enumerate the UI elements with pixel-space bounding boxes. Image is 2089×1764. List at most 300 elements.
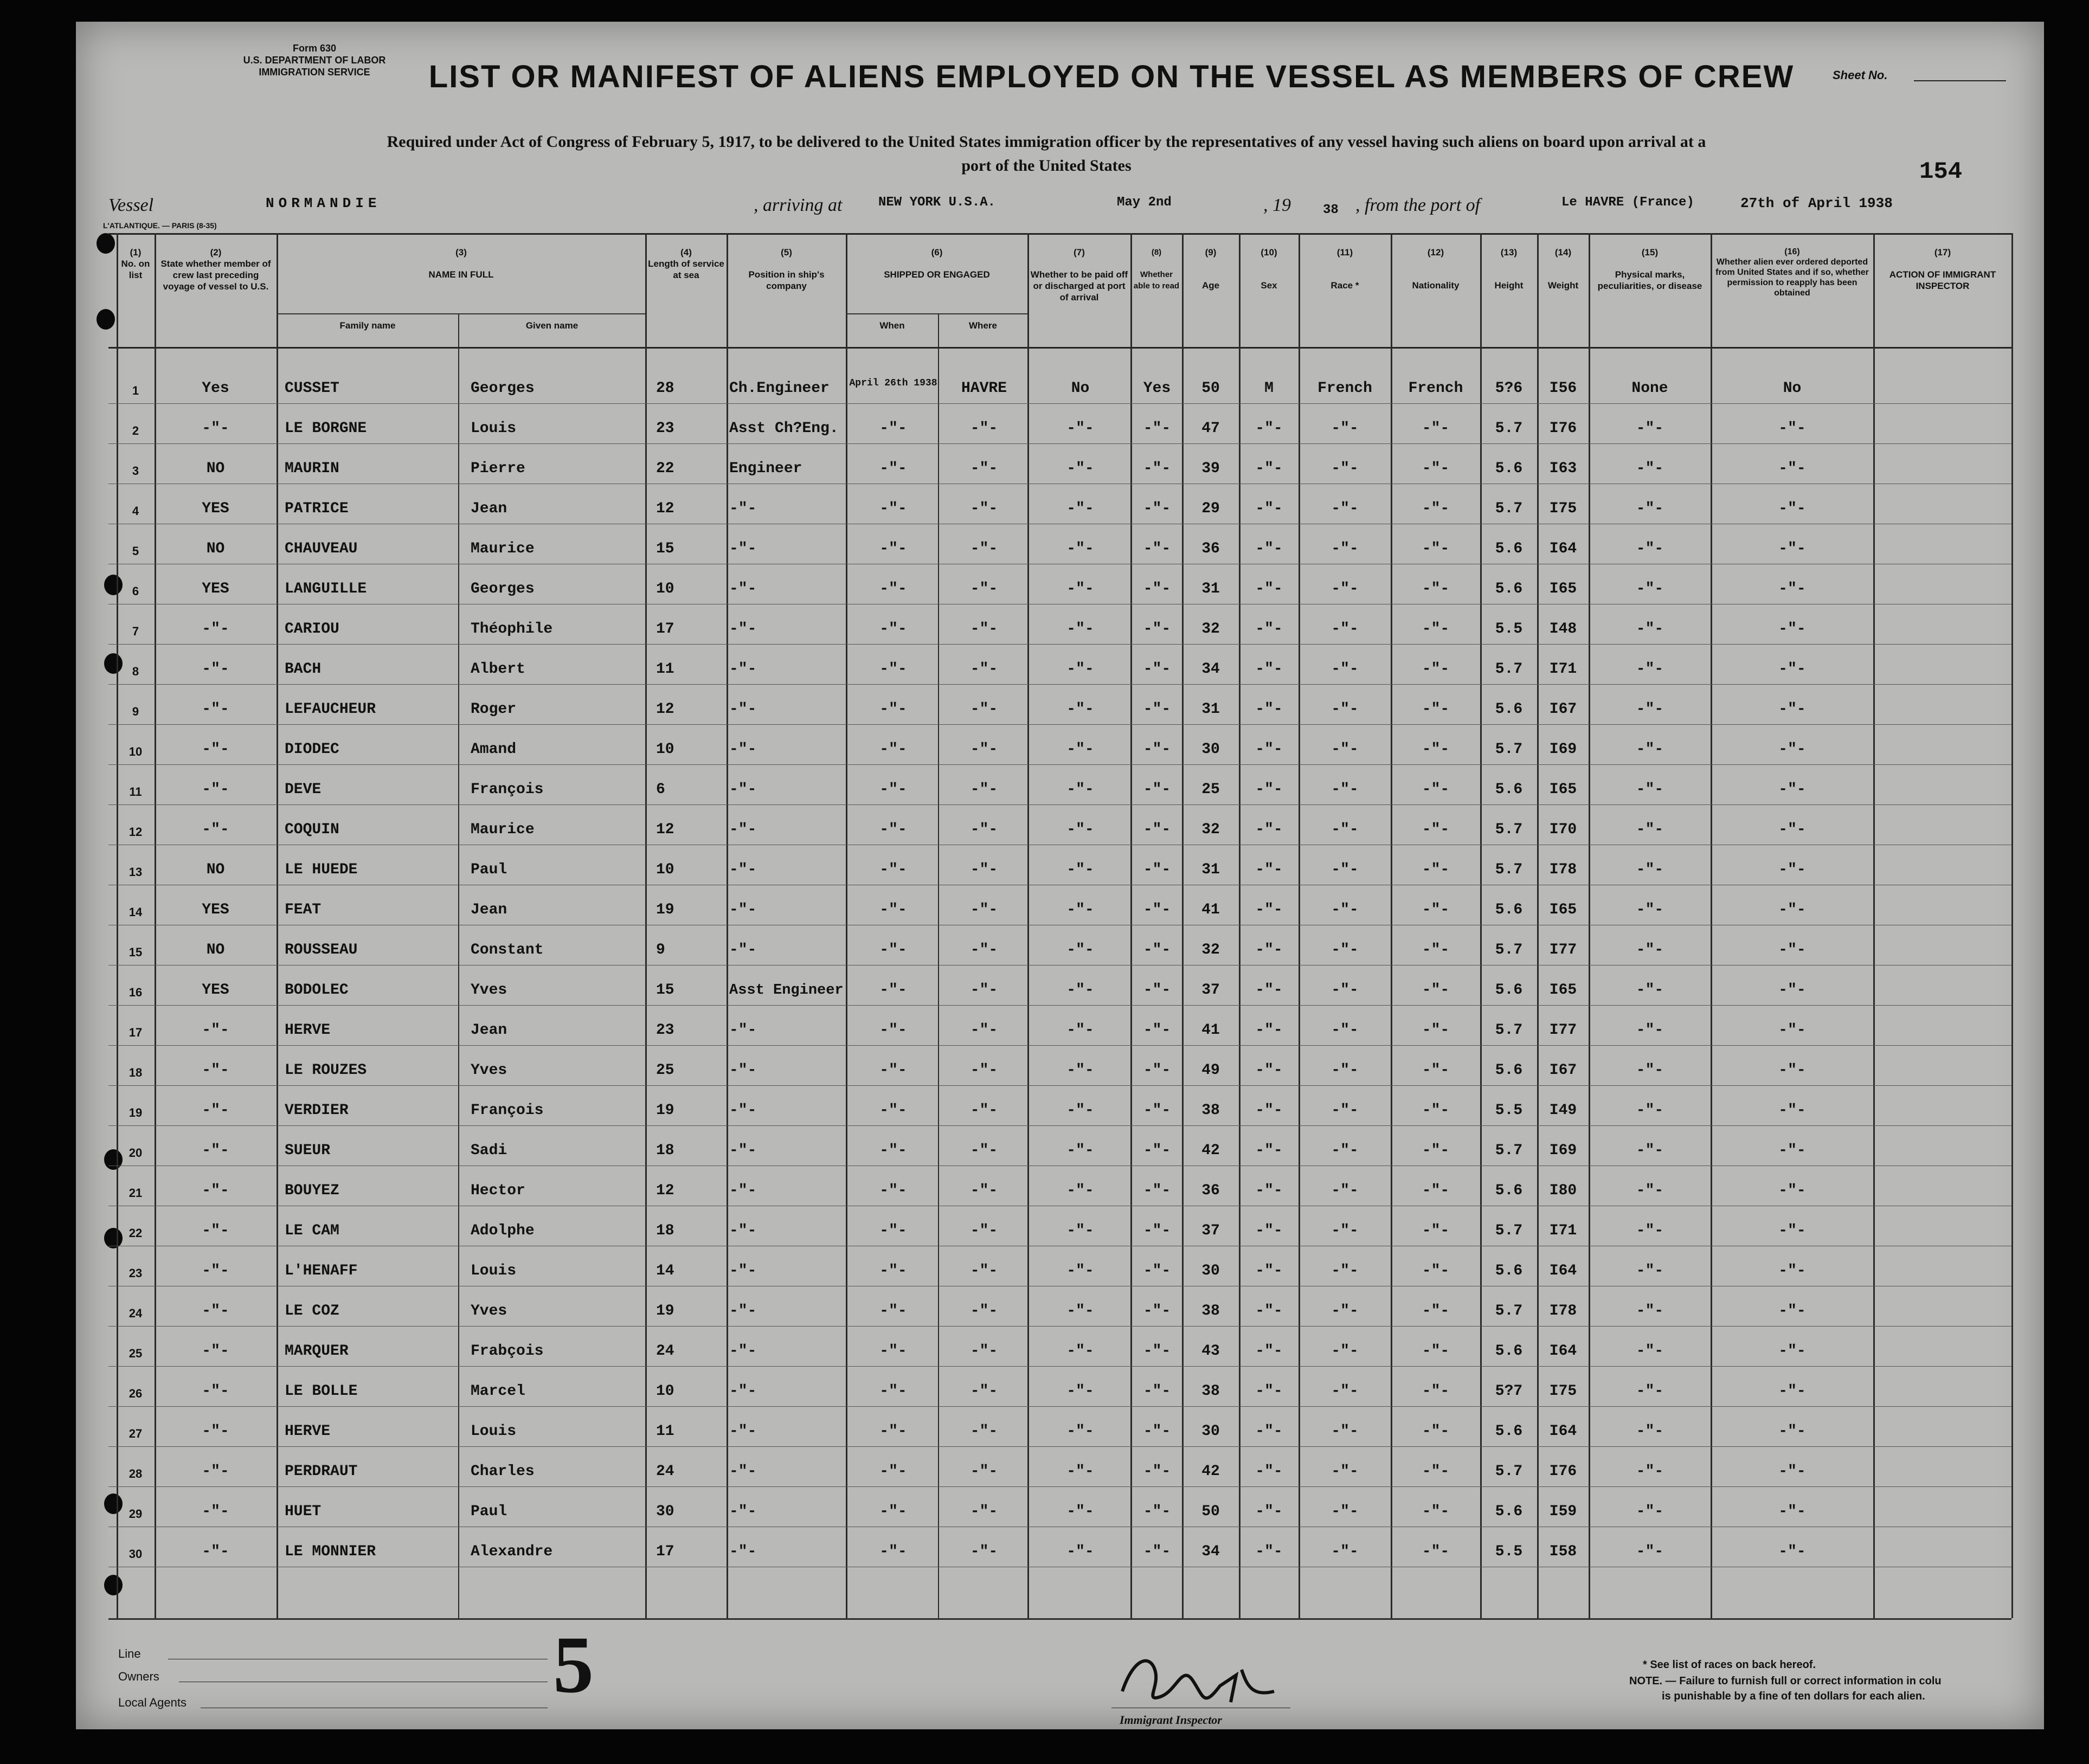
cell-race: -"- [1331,821,1359,838]
cell-sex: -"- [1255,1343,1283,1360]
col-sep [1589,233,1590,1618]
cell-deported: -"- [1778,661,1806,678]
cell-nationality: -"- [1422,621,1450,638]
cell-family-name: LE BOLLE [285,1383,358,1400]
cell-row-number: 12 [128,825,143,839]
cell-sex: -"- [1255,1303,1283,1319]
vessel-label: Vessel [108,195,154,215]
cell-weight: I70 [1549,821,1577,838]
cell-nationality: -"- [1422,1383,1450,1400]
cell-sex: M [1264,380,1274,397]
cell-deported: -"- [1778,1222,1806,1239]
cell-service: 10 [656,861,674,878]
cell-age: 50 [1201,380,1220,397]
row-rule [108,403,2011,404]
col-title: Nationality [1412,280,1460,291]
cell-when: -"- [879,661,907,678]
cell-row-number: 8 [132,665,139,678]
cell-sex: -"- [1255,540,1283,557]
cell-where: -"- [970,1222,998,1239]
cell-family-name: FEAT [285,902,322,918]
row-rule [108,1486,2011,1487]
cell-height: 5.6 [1495,581,1523,597]
row-rule [108,724,2011,725]
sheet-number-label: Sheet No. [1833,68,1888,82]
col-number: (5) [781,247,792,257]
cell-race: -"- [1331,701,1359,718]
cell-weight: I63 [1549,460,1577,477]
cell-read: -"- [1143,1343,1171,1360]
col-sep [1182,233,1184,1618]
cell-deported: -"- [1778,821,1806,838]
cell-marks: -"- [1636,1423,1664,1440]
cell-given-name: Sadi [471,1142,507,1159]
cell-race: -"- [1331,1062,1359,1079]
cell-position: -"- [729,741,757,758]
cell-paid-off: -"- [1066,942,1094,958]
cell-when: -"- [879,1463,907,1480]
cell-paid-off: No [1071,380,1090,397]
cell-where: -"- [970,1423,998,1440]
cell-nationality: -"- [1422,701,1450,718]
cell-sex: -"- [1255,460,1283,477]
col-sep [277,233,278,1618]
cell-service: 14 [656,1263,674,1279]
cell-row-number: 25 [128,1347,143,1360]
col-title: State whether member of crew last preceding voyage of vessel to U.S. [160,259,271,292]
cell-deported: -"- [1778,861,1806,878]
cell-position: -"- [729,1062,757,1079]
cell-deported: -"- [1778,1343,1806,1360]
col-number: (12) [1427,247,1444,257]
cell-read: -"- [1143,1463,1171,1480]
col-title: SHIPPED OR ENGAGED [884,269,990,280]
cell-sex: -"- [1255,1263,1283,1279]
cell-family-name: PATRICE [285,500,349,517]
cell-given-name: Roger [471,701,517,718]
col-header-shipped [847,247,1026,280]
cell-marks: -"- [1636,982,1664,999]
cell-weight: I48 [1549,621,1577,638]
cell-row-number: 14 [128,905,143,919]
cell-read: -"- [1143,1102,1171,1119]
cell-family-name: LEFAUCHEUR [285,701,376,718]
cell-position: -"- [729,861,757,878]
cell-marks: -"- [1636,1303,1664,1319]
cell-race: -"- [1331,581,1359,597]
cell-row-number: 13 [128,865,143,879]
cell-deported: -"- [1778,1303,1806,1319]
cell-paid-off: -"- [1066,1463,1094,1480]
cell-prev-voyage: -"- [202,1263,229,1279]
col-number: (16) [1784,247,1800,256]
col-number: (15) [1641,247,1659,257]
cell-nationality: -"- [1422,902,1450,918]
col-header-where: Where [969,320,997,331]
cell-deported: -"- [1778,701,1806,718]
col-header-action [1875,247,2010,292]
cell-sex: -"- [1255,1503,1283,1520]
cell-family-name: CUSSET [285,380,339,397]
cell-where: -"- [970,581,998,597]
cell-sex: -"- [1255,821,1283,838]
cell-row-number: 2 [132,424,139,437]
vessel-line [87,190,1984,222]
cell-position: -"- [729,581,757,597]
cell-service: 19 [656,1102,674,1119]
cell-age: 47 [1201,420,1220,437]
cell-race: -"- [1331,420,1359,437]
cell-read: -"- [1143,540,1171,557]
cell-row-number: 28 [128,1467,143,1480]
cell-weight: I71 [1549,1222,1577,1239]
cell-sex: -"- [1255,661,1283,678]
cell-row-number: 30 [128,1547,143,1561]
col-sep [1537,233,1539,1618]
cell-position: -"- [729,1263,757,1279]
col-sep [155,233,156,1618]
cell-height: 5.5 [1495,1543,1523,1560]
cell-family-name: LE COZ [285,1303,339,1319]
col-number: (2) [210,247,222,257]
col-number: (13) [1500,247,1518,257]
cell-service: 11 [656,1423,674,1440]
cell-race: -"- [1331,741,1359,758]
cell-given-name: Adolphe [471,1222,535,1239]
cell-position: -"- [729,500,757,517]
cell-nationality: -"- [1422,781,1450,798]
cell-height: 5.5 [1495,621,1523,638]
printer-mark: L'ATLANTIQUE. — PARIS (8-35) [103,221,217,230]
cell-family-name: CHAUVEAU [285,540,358,557]
cell-weight: I65 [1549,982,1577,999]
service-name: IMMIGRATION SERVICE [259,67,370,78]
col-header-height [1482,247,1536,291]
cell-height: 5.6 [1495,1423,1523,1440]
row-rule [108,644,2011,645]
cell-when: -"- [879,420,907,437]
cell-family-name: MAURIN [285,460,339,477]
cell-prev-voyage: -"- [202,1383,229,1400]
cell-read: -"- [1143,701,1171,718]
arriving-label: , arriving at [754,195,843,215]
cell-race: -"- [1331,1142,1359,1159]
cell-given-name: Yves [471,1062,507,1079]
cell-sex: -"- [1255,982,1283,999]
form-subtitle [152,130,1941,178]
cell-read: -"- [1143,1062,1171,1079]
cell-family-name: L'HENAFF [285,1263,358,1279]
cell-given-name: Marcel [471,1383,525,1400]
cell-age: 32 [1201,821,1220,838]
arriving-port: NEW YORK U.S.A. [878,195,996,210]
cell-position: Ch.Engineer [729,380,830,397]
col-number: (3) [455,247,467,257]
cell-read: -"- [1143,420,1171,437]
cell-service: 11 [656,661,674,678]
cell-age: 31 [1201,861,1220,878]
cell-race: -"- [1331,1463,1359,1480]
cell-weight: I64 [1549,1423,1577,1440]
cell-read: -"- [1143,1383,1171,1400]
cell-sex: -"- [1255,741,1283,758]
cell-when: -"- [879,1062,907,1079]
cell-row-number: 11 [129,785,142,799]
cell-age: 49 [1201,1062,1220,1079]
cell-given-name: Jean [471,1022,507,1039]
cell-deported: -"- [1778,1423,1806,1440]
cell-when: -"- [879,581,907,597]
cell-when: -"- [879,621,907,638]
cell-row-number: 9 [132,705,139,718]
cell-where: -"- [970,1182,998,1199]
cell-prev-voyage: -"- [202,621,229,638]
cell-family-name: LANGUILLE [285,581,367,597]
cell-nationality: -"- [1422,1102,1450,1119]
cell-marks: None [1631,380,1668,397]
cell-height: 5.6 [1495,1263,1523,1279]
col-number: (10) [1261,247,1277,257]
cell-weight: I65 [1549,581,1577,597]
cell-row-number: 4 [132,504,139,518]
cell-weight: I67 [1549,701,1577,718]
cell-prev-voyage: -"- [202,1222,229,1239]
cell-prev-voyage: Yes [202,380,229,397]
cell-age: 50 [1201,1503,1220,1520]
cell-read: -"- [1143,581,1171,597]
cell-marks: -"- [1636,1022,1664,1039]
cell-where: -"- [970,741,998,758]
cell-where: -"- [970,661,998,678]
cell-service: 9 [656,942,665,958]
cell-read: -"- [1143,1182,1171,1199]
cell-where: -"- [970,701,998,718]
cell-nationality: -"- [1422,942,1450,958]
cell-age: 30 [1201,741,1220,758]
cell-when: -"- [879,540,907,557]
col-number: (4) [680,247,692,257]
cell-deported: -"- [1778,1142,1806,1159]
cell-weight: I75 [1549,1383,1577,1400]
cell-height: 5.7 [1495,420,1523,437]
cell-paid-off: -"- [1066,902,1094,918]
cell-row-number: 10 [128,745,143,758]
cell-paid-off: -"- [1066,1423,1094,1440]
cell-position: -"- [729,1022,757,1039]
col-title: Age [1201,280,1220,291]
cell-service: 19 [656,902,674,918]
cell-given-name: Jean [471,500,507,517]
cell-deported: -"- [1778,1102,1806,1119]
cell-service: 22 [656,460,674,477]
cell-deported: -"- [1778,540,1806,557]
cell-height: 5.6 [1495,460,1523,477]
col-sep [938,314,939,1618]
cell-read: -"- [1143,1142,1171,1159]
cell-paid-off: -"- [1066,701,1094,718]
cell-deported: -"- [1778,621,1806,638]
cell-race: -"- [1331,781,1359,798]
col-header-when: When [879,320,905,331]
cell-race: -"- [1331,1543,1359,1560]
col-sep [1239,233,1240,1618]
cell-row-number: 20 [128,1146,143,1160]
col-sep [458,314,459,1618]
cell-paid-off: -"- [1066,821,1094,838]
col-sep [1391,233,1392,1618]
cell-service: 12 [656,1182,674,1199]
cell-age: 38 [1201,1102,1220,1119]
cell-given-name: Louis [471,420,517,437]
cell-where: -"- [970,460,998,477]
cell-read: -"- [1143,982,1171,999]
col-header-weight [1539,247,1587,291]
cell-service: 23 [656,1022,674,1039]
row-rule [108,1446,2011,1447]
cell-given-name: Paul [471,861,507,878]
cell-row-number: 16 [128,986,143,999]
cell-prev-voyage: NO [206,460,225,477]
cell-read: Yes [1143,380,1171,397]
cell-service: 17 [656,1543,674,1560]
col-number: (14) [1554,247,1572,257]
cell-given-name: Maurice [471,821,535,838]
cell-position: -"- [729,902,757,918]
cell-race: -"- [1331,1503,1359,1520]
cell-sex: -"- [1255,1222,1283,1239]
cell-deported: -"- [1778,460,1806,477]
cell-position: -"- [729,1543,757,1560]
cell-age: 34 [1201,1543,1220,1560]
col-title: Race * [1330,280,1359,291]
col-sep [1711,233,1712,1618]
cell-height: 5.6 [1495,701,1523,718]
cell-deported: -"- [1778,982,1806,999]
cell-row-number: 3 [132,464,139,478]
cell-height: 5.7 [1495,1022,1523,1039]
cell-nationality: -"- [1422,581,1450,597]
cell-position: Asst Ch?Eng. [729,420,839,437]
cell-service: 15 [656,982,674,999]
cell-nationality: -"- [1422,420,1450,437]
col-header-nationality [1392,247,1479,291]
cell-family-name: MARQUER [285,1343,349,1360]
col-title: Physical marks, peculiarities, or disease [1597,269,1702,291]
cell-position: -"- [729,1463,757,1480]
from-port: Le HAVRE (France) [1561,195,1694,210]
cell-weight: I75 [1549,500,1577,517]
inspector-signature [1111,1637,1285,1718]
cell-service: 6 [656,781,665,798]
cell-age: 30 [1201,1423,1220,1440]
cell-nationality: -"- [1422,1423,1450,1440]
cell-position: -"- [729,701,757,718]
cell-paid-off: -"- [1066,540,1094,557]
col-header-no [117,247,155,281]
binder-hole [97,233,115,254]
cell-sex: -"- [1255,621,1283,638]
cell-weight: I58 [1549,1543,1577,1560]
cell-position: -"- [729,1503,757,1520]
cell-given-name: Albert [471,661,525,678]
cell-position: -"- [729,781,757,798]
cell-read: -"- [1143,861,1171,878]
cell-service: 12 [656,500,674,517]
cell-race: -"- [1331,1423,1359,1440]
cell-when: -"- [879,1102,907,1119]
cell-prev-voyage: -"- [202,821,229,838]
cell-age: 30 [1201,1263,1220,1279]
cell-service: 24 [656,1463,674,1480]
cell-paid-off: -"- [1066,1102,1094,1119]
cell-sex: -"- [1255,1182,1283,1199]
cell-service: 15 [656,540,674,557]
cell-sex: -"- [1255,1383,1283,1400]
cell-height: 5.7 [1495,821,1523,838]
row-rule [108,764,2011,765]
cell-position: -"- [729,1423,757,1440]
cell-age: 41 [1201,902,1220,918]
cell-nationality: -"- [1422,1062,1450,1079]
form-number: Form 630 [292,43,337,54]
cell-age: 38 [1201,1383,1220,1400]
cell-where: -"- [970,1343,998,1360]
col-title: Position in ship's company [748,269,825,291]
cell-prev-voyage: YES [202,581,229,597]
cell-when: -"- [879,1142,907,1159]
cell-service: 24 [656,1343,674,1360]
col-sep [1299,233,1300,1618]
cell-marks: -"- [1636,540,1664,557]
col-title: Whether to be paid off or discharged at port of arrival [1030,269,1128,302]
subtitle-line-2: port of the United States [961,157,1132,175]
from-label: , from the port of [1355,195,1481,215]
cell-deported: -"- [1778,420,1806,437]
cell-position: -"- [729,1303,757,1319]
cell-nationality: -"- [1422,540,1450,557]
cell-deported: -"- [1778,1062,1806,1079]
cell-sex: -"- [1255,420,1283,437]
cell-family-name: LE ROUZES [285,1062,367,1079]
cell-where: -"- [970,1062,998,1079]
cell-given-name: Amand [471,741,517,758]
cell-weight: I49 [1549,1102,1577,1119]
cell-given-name: Théophile [471,621,553,638]
cell-row-number: 29 [128,1507,143,1521]
cell-paid-off: -"- [1066,1022,1094,1039]
col-header-position [728,247,845,292]
cell-sex: -"- [1255,500,1283,517]
cell-marks: -"- [1636,821,1664,838]
cell-family-name: VERDIER [285,1102,349,1119]
cell-height: 5.6 [1495,982,1523,999]
cell-weight: I76 [1549,420,1577,437]
cell-weight: I76 [1549,1463,1577,1480]
cell-age: 38 [1201,1303,1220,1319]
cell-position: -"- [729,540,757,557]
cell-height: 5.7 [1495,942,1523,958]
cell-where: -"- [970,420,998,437]
cell-marks: -"- [1636,500,1664,517]
cell-race: -"- [1331,861,1359,878]
cell-where: -"- [970,621,998,638]
col-title: No. on list [121,259,150,280]
cell-row-number: 5 [132,544,139,558]
cell-age: 31 [1201,581,1220,597]
cell-where: -"- [970,540,998,557]
cell-marks: -"- [1636,861,1664,878]
cell-read: -"- [1143,741,1171,758]
